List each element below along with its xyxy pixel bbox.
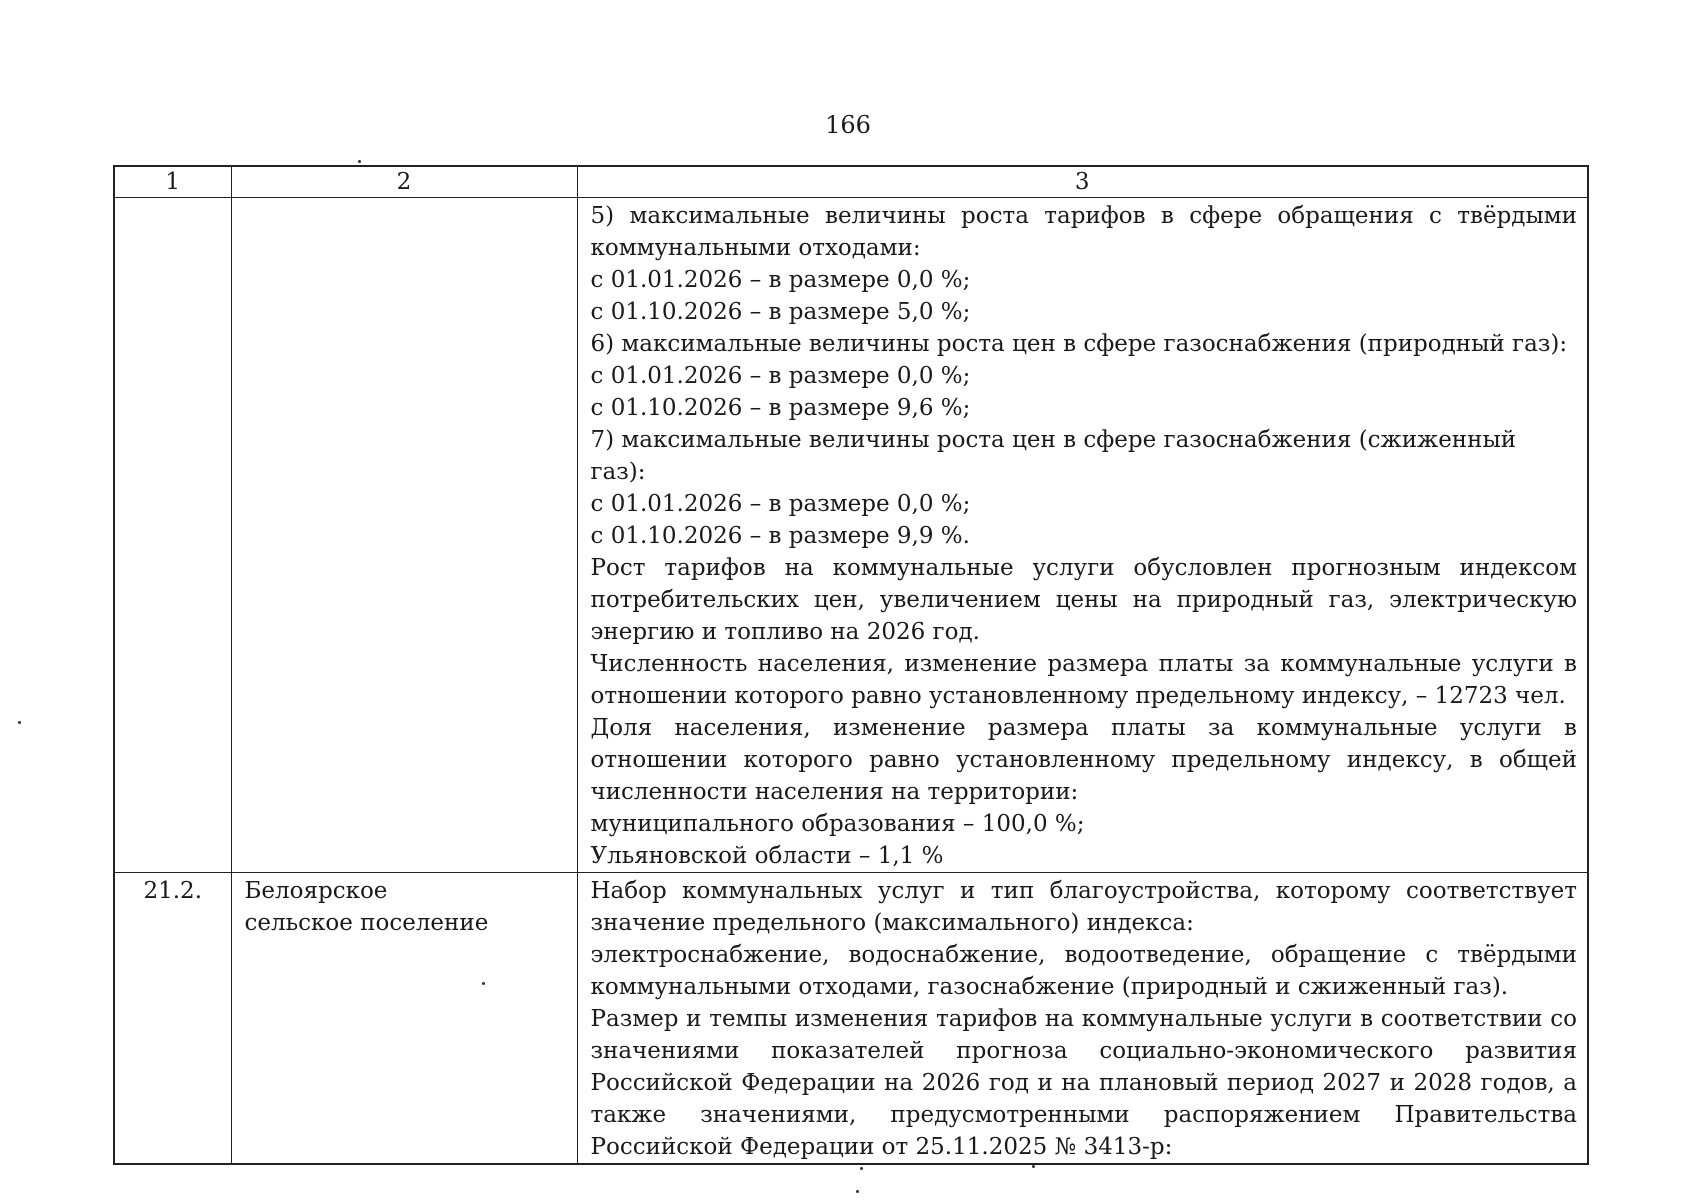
row-description bbox=[577, 198, 1588, 873]
scan-speck bbox=[860, 1167, 863, 1170]
settlement-name bbox=[231, 873, 577, 1165]
scan-speck bbox=[18, 721, 21, 724]
paragraph: электроснабжение, водоснабжение, водоотведение, обращение с твёрдыми коммунальными отходами, газоснабжение (природный и сжиженный газ). bbox=[590, 942, 1577, 1000]
settlement-name bbox=[231, 198, 577, 873]
paragraph: с 01.01.2026 – в размере 0,0 %; bbox=[590, 491, 971, 517]
paragraph: 7) максимальные величины роста цен в сфере газоснабжения (сжиженный газ): bbox=[590, 427, 1517, 485]
paragraph: Рост тарифов на коммунальные услуги обусловлен прогнозным индексом потребительских цен, увеличением цены на природный газ, электрическую энергию и топливо на 2026 год. bbox=[590, 555, 1577, 645]
scan-speck bbox=[1032, 1165, 1035, 1168]
row-description bbox=[577, 873, 1588, 1165]
paragraph: с 01.10.2026 – в размере 5,0 %; bbox=[590, 299, 971, 325]
paragraph: 5) максимальные величины роста тарифов в сфере обращения с твёрдыми коммунальными отходами: bbox=[590, 203, 1577, 261]
table-row bbox=[114, 873, 1588, 1165]
row-number: 21.2. bbox=[114, 873, 231, 1165]
paragraph: 6) максимальные величины роста цен в сфере газоснабжения (природный газ): bbox=[590, 331, 1568, 357]
scan-speck bbox=[856, 1190, 859, 1193]
table-row bbox=[114, 198, 1588, 873]
settlement-name-line: Белоярское bbox=[244, 878, 388, 904]
table-header-row bbox=[114, 166, 1588, 198]
row-number bbox=[114, 198, 231, 873]
paragraph: с 01.01.2026 – в размере 0,0 %; bbox=[590, 363, 971, 389]
settlement-name-line: сельское поселение bbox=[244, 910, 489, 936]
paragraph: с 01.10.2026 – в размере 9,6 %; bbox=[590, 395, 971, 421]
paragraph: Набор коммунальных услуг и тип благоустройства, которому соответствует значение предельного (максимального) индекса: bbox=[590, 878, 1577, 936]
paragraph: Ульяновской области – 1,1 % bbox=[590, 843, 944, 869]
paragraph: Доля населения, изменение размера платы за коммунальные услуги в отношении которого равно установленному предельному индексу, в общей численности населения на территории: bbox=[590, 715, 1577, 805]
paragraph: муниципального образования – 100,0 %; bbox=[590, 811, 1085, 837]
scan-speck bbox=[358, 160, 361, 163]
column-header-2: 2 bbox=[231, 166, 577, 198]
paragraph: Размер и темпы изменения тарифов на коммунальные услуги в соответствии со значениями показателей прогноза социально-экономического развития Российской Федерации на 2026 год и на плановый период 2027 и 2028 годов, а также значениями, предусмотренными распоряжением Правительства Российской Федерации от 25.11.2025 № 3413-р: bbox=[590, 1006, 1577, 1160]
paragraph: с 01.10.2026 – в размере 9,9 %. bbox=[590, 523, 970, 549]
scan-speck bbox=[482, 982, 485, 985]
column-header-3: 3 bbox=[577, 166, 1588, 198]
tariff-table bbox=[113, 165, 1589, 1165]
column-header-1: 1 bbox=[114, 166, 231, 198]
paragraph: с 01.01.2026 – в размере 0,0 %; bbox=[590, 267, 971, 293]
page-number: 166 bbox=[825, 111, 871, 139]
paragraph: Численность населения, изменение размера платы за коммунальные услуги в отношении которого равно установленному предельному индексу, – 12723 чел. bbox=[590, 651, 1577, 709]
